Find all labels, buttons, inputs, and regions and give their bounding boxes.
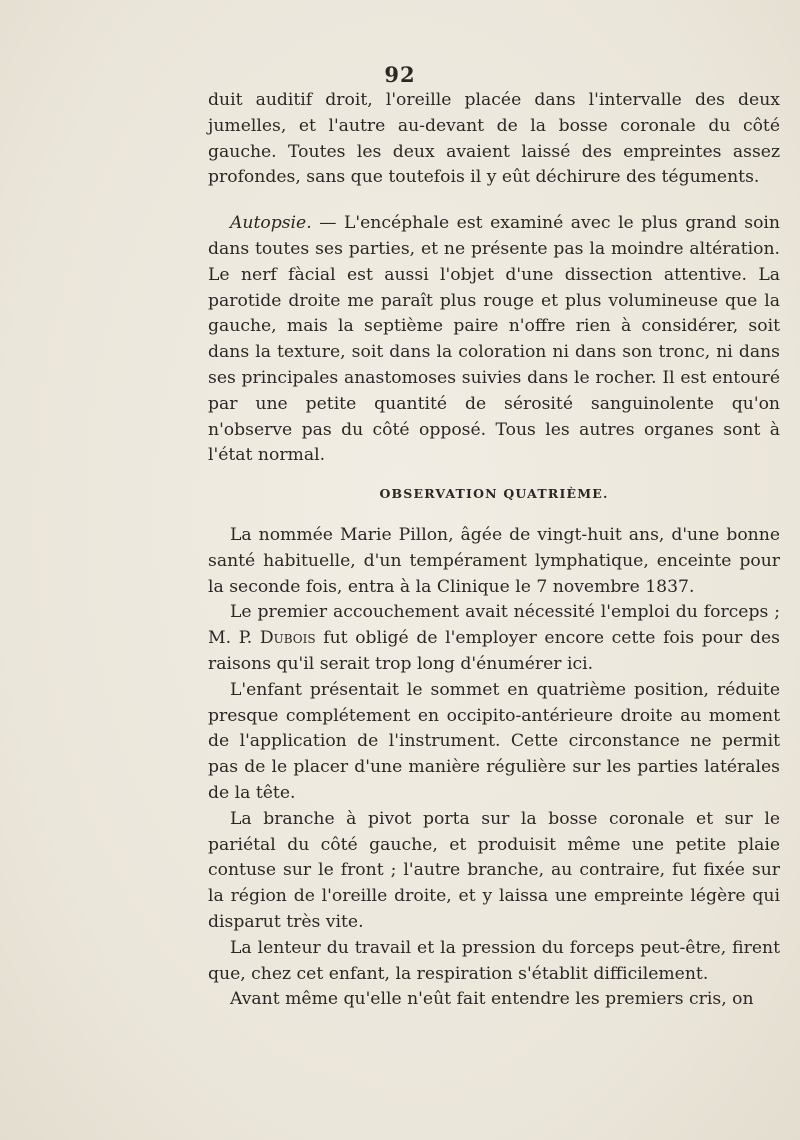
p4-part-b: fut obligé de l'employer encore cette fois pour des raisons qu'il serait trop long d'énumérer ici. (208, 628, 780, 674)
autopsie-text: — L'encéphale est examiné avec le plus grand soin dans toutes ses parties, et ne présente pas la moindre altération. Le nerf fàcial est aussi l'objet d'une dissection attentive. La parotide droite me paraît plus rouge et plus volumineuse que la gauche, mais la septième paire n'offre rien à considérer, soit dans la texture, soit dans la coloration ni dans son tronc, ni dans ses principales anastomoses suivies dans le rocher. Il est entouré par une petite quantité de sérosité sanguinolente qu'on n'observe pas du côté opposé. Tous les autres organes sont à l'état normal. (208, 213, 780, 466)
section-heading: OBSERVATION QUATRIÈME. (379, 486, 609, 502)
author-name: Dubois (259, 628, 316, 649)
paragraph-presentation: L'enfant présentait le sommet en quatrième position, réduite presque complétement en occipito-antérieure droite au moment de l'application de l'instrument. Cette circonstance ne permit pas de le placer d'une manière régulière sur les parties latérales de la tête. (208, 679, 780, 803)
paragraph-before-cries: Avant même qu'elle n'eût fait entendre les premiers cris, on (230, 989, 754, 1010)
paragraph-autopsie (208, 211, 780, 469)
paragraph-slowness: La lenteur du travail et la pression du forceps peut-être, firent que, chez cet enfant, la respiration s'établit difficilement. (208, 937, 780, 984)
paragraph-patient: La nommée Marie Pillon, âgée de vingt-huit ans, d'une bonne santé habituelle, d'un tempérament lymphatique, enceinte pour la seconde fois, entra à la Clinique le 7 novembre 1837. (208, 524, 780, 597)
page-number: 92 (384, 62, 416, 87)
paragraph-branch: La branche à pivot porta sur la bosse coronale et sur le pariétal du côté gauche, et produisit même une petite plaie contuse sur le front ; l'autre branche, au contraire, fut fixée sur la région de l'oreille droite, et y laissa une empreinte légère qui disparut très vite. (208, 808, 780, 932)
paragraph-continuation: duit auditif droit, l'oreille placée dans l'intervalle des deux jumelles, et l'autre au-devant de la bosse coronale du côté gauche. Toutes les deux avaient laissé des empreintes assez profondes, sans que toutefois il y eût déchirure des téguments. (208, 90, 780, 188)
autopsie-label: Autopsie. (230, 213, 312, 234)
p4-part-a: Le premier accouchement avait nécessité l'emploi du forceps ; M. P. (208, 602, 780, 649)
paragraph-first-delivery (208, 600, 780, 677)
text-column (208, 88, 780, 1013)
